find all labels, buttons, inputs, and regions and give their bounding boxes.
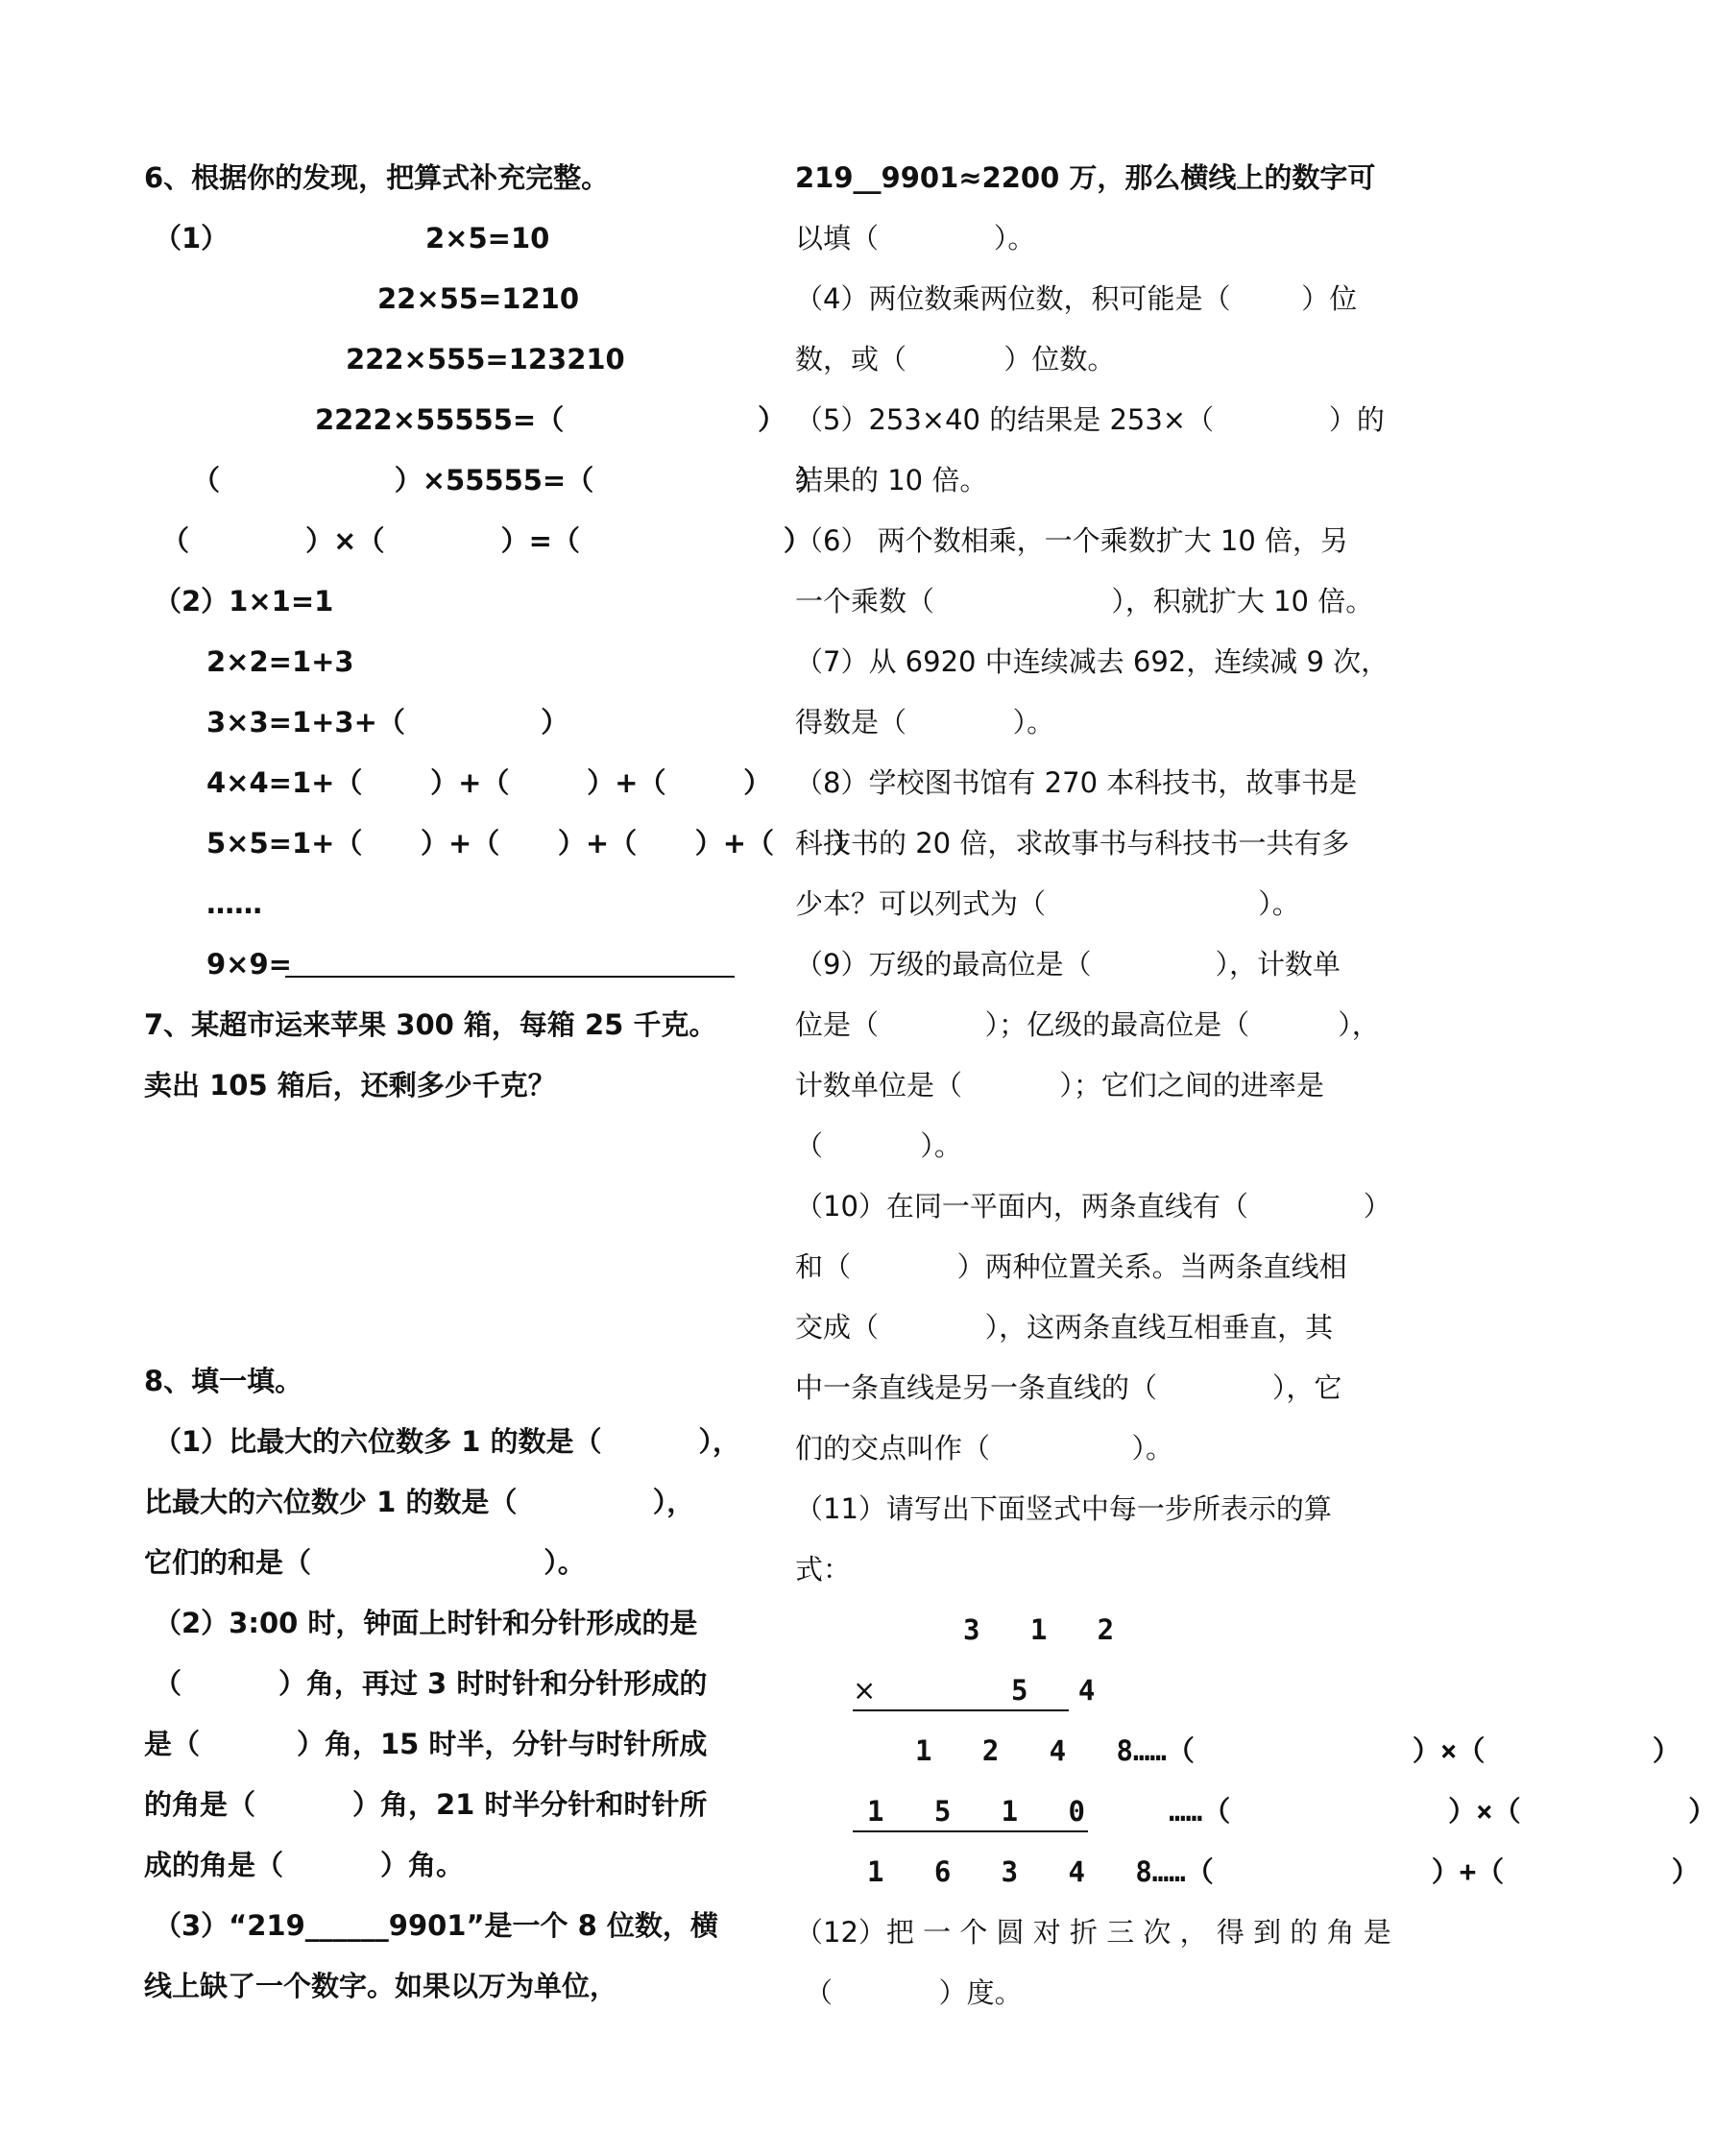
q6-p1-line: 22×55=1210	[377, 282, 580, 315]
r-line: 一个乘数（ ），积就扩大 10 倍。	[795, 585, 1374, 618]
r-line: 科技书的 20 倍，求故事书与科技书一共有多	[795, 827, 1350, 860]
r-line: （5）253×40 的结果是 253×（ ）的	[795, 403, 1385, 436]
q6-p1-blank-row: （ ）×（ ）=（ ）	[161, 524, 811, 557]
q6-p1-line: 2222×55555=（ ）	[315, 403, 786, 436]
q8-title: 8、填一填。	[144, 1365, 303, 1397]
q6-p2-line: 3×3=1+3+（ ）	[206, 706, 569, 739]
r-line: （8）学校图书馆有 270 本科技书，故事书是	[795, 766, 1358, 799]
q12-line: （ ）度。	[805, 1976, 1023, 2009]
r-line: 得数是（ ）。	[795, 706, 1055, 739]
q8-line: （3）“219______9901”是一个 8 位数，横	[154, 1909, 718, 1942]
r-line: 219__9901≈2200 万，那么横线上的数字可	[795, 161, 1376, 194]
answer-line	[285, 976, 735, 978]
vertical-row: 1 5 1 0 ……（ ）×（ ）	[867, 1795, 1716, 1828]
q8-line: 它们的和是（ ）。	[144, 1546, 586, 1579]
q7-line: 卖出 105 箱后，还剩多少千克？	[144, 1069, 556, 1102]
r-line: 数，或（ ）位数。	[795, 343, 1116, 375]
vertical-row: 5 4	[1011, 1674, 1096, 1707]
q6-p2-line: ……	[206, 887, 262, 920]
q6-p1-label: （1）	[154, 222, 230, 254]
q6-p2-line: 2×2=1+3	[206, 645, 354, 678]
q6-title: 6、根据你的发现，把算式补充完整。	[144, 161, 610, 194]
q8-line: 比最大的六位数少 1 的数是（ ），	[144, 1486, 695, 1518]
q8-line: 成的角是（ ）角。	[144, 1849, 464, 1881]
q6-p1-line: 2×5=10	[425, 222, 550, 254]
q6-p1-blank-row: （ ）×55555=（ ）	[192, 464, 826, 497]
r-line: 交成（ ），这两条直线互相垂直，其	[795, 1311, 1334, 1344]
q8-line: 线上缺了一个数字。如果以万为单位，	[144, 1970, 618, 2002]
r-line: 和（ ）两种位置关系。当两条直线相	[795, 1250, 1347, 1283]
r-line: 中一条直线是另一条直线的（ ），它	[795, 1371, 1342, 1404]
q6-p2-line: 5×5=1+（ ）+（ ）+（ ）+（ ）	[206, 827, 860, 860]
q6-p2-line: 4×4=1+（ ）+（ ）+（ ）	[206, 766, 772, 799]
vertical-row: 3 1 2	[963, 1613, 1115, 1646]
q8-line: 的角是（ ）角，21 时半分针和时针所	[144, 1788, 708, 1821]
vertical-row: 1 2 4 8……（ ）×（ ）	[915, 1734, 1680, 1767]
q6-p2-first: （2）1×1=1	[154, 585, 334, 618]
r-line: （6） 两个数相乘，一个乘数扩大 10 倍，另	[795, 524, 1349, 557]
q8-line: 是（ ）角，15 时半，分针与时针所成	[144, 1728, 708, 1760]
vertical-times-sign: ×	[853, 1674, 877, 1707]
r-line: 结果的 10 倍。	[795, 464, 988, 497]
q6-p2-line: 9×9=	[206, 948, 292, 981]
q8-line: （1）比最大的六位数多 1 的数是（ ），	[154, 1425, 741, 1458]
r-line: 位是（ ）；亿级的最高位是（ ），	[795, 1008, 1380, 1041]
r-line: （11）请写出下面竖式中每一步所表示的算	[795, 1492, 1332, 1525]
r-line: 们的交点叫作（ ）。	[795, 1432, 1173, 1465]
vertical-rule	[853, 1830, 1088, 1832]
r-line: （10）在同一平面内，两条直线有（ ）	[795, 1190, 1391, 1223]
q12-line: （12）把 一 个 圆 对 折 三 次 ， 得 到 的 角 是	[795, 1916, 1391, 1949]
r-line: 式：	[795, 1553, 852, 1586]
q8-line: （2）3:00 时，钟面上时针和分针形成的是	[154, 1607, 698, 1639]
r-line: 计数单位是（ ）；它们之间的进率是	[795, 1069, 1324, 1102]
vertical-row: 1 6 3 4 8……（ ）+（ ）	[867, 1855, 1700, 1888]
r-line: （9）万级的最高位是（ ），计数单	[795, 948, 1341, 981]
vertical-rule	[853, 1709, 1069, 1711]
q8-line: （ ）角，再过 3 时时针和分针形成的	[154, 1667, 708, 1700]
r-line: 以填（ ）。	[795, 222, 1036, 254]
r-line: （4）两位数乘两位数，积可能是（ ）位	[795, 282, 1358, 315]
r-line: （7）从 6920 中连续减去 692，连续减 9 次，	[795, 645, 1390, 678]
q6-p1-line: 222×555=123210	[346, 343, 625, 375]
r-line: 少本？可以列式为（ ）。	[795, 887, 1300, 920]
r-line: （ ）。	[795, 1129, 962, 1162]
q7-line: 7、某超市运来苹果 300 箱，每箱 25 千克。	[144, 1008, 717, 1041]
